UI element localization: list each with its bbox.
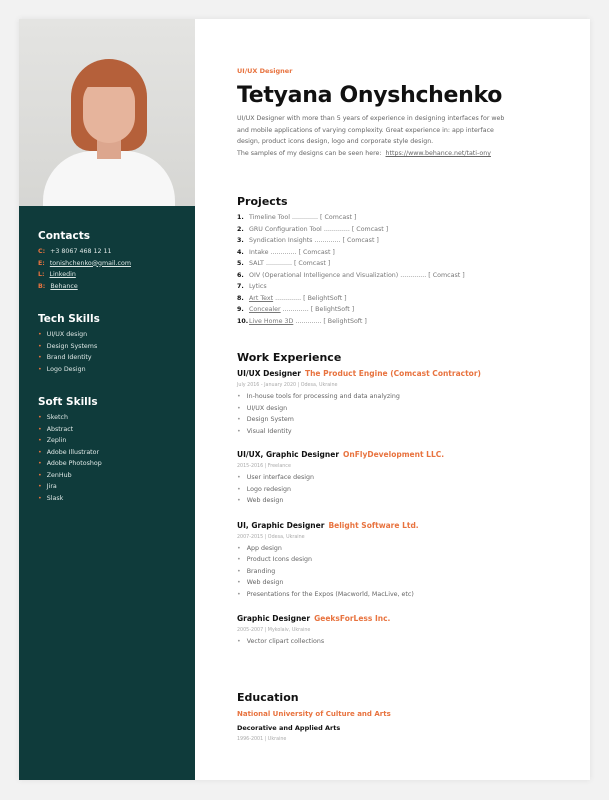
skill-item: • Adobe Illustrator [38,448,100,456]
tech-skills-section [38,313,100,375]
project-item[interactable]: 8. Art Text ............. [ BelightSoft ] [237,294,347,302]
project-item: 3. Syndication Insights ............. [ Comcast ] [237,237,379,244]
project-name: OIV (Operational Intelligence and Visualization) [249,271,399,279]
project-item[interactable]: 10.Live Home 3D ............. [ BelightSoft ] [237,317,367,325]
project-name: Lytics [249,283,267,290]
company-name: OnFlyDevelopment LLC. [343,450,445,459]
contacts-title: Contacts [38,230,90,242]
job-title: UI, Graphic Designer Belight Software Ltd. [237,520,419,530]
skill-item: • Adobe Photoshop [38,460,102,467]
bullet-icon: • [38,331,42,338]
summary: UI/UX Designer with more than 5 years of experience in designing interfaces for web and mobile applications of varying complexity. Great experience in: app interface design, product icons design, logo and corporate style design. The samples of my designs can be seen here: https://www.behance.net/tati-ony [237,115,505,158]
degree: Decorative and Applied Arts [237,724,341,732]
education-section [237,691,391,745]
contacts-section [38,230,131,292]
bullet-icon: • [38,425,42,433]
work-title: Work Experience [237,351,342,364]
email-link[interactable]: tonishchenko@gmail.com [49,259,131,267]
soft-skills-section [38,396,102,504]
projects-section [237,195,465,327]
bullet-icon: • [38,448,42,456]
skill-item: • UI/UX design [38,331,88,338]
job-bullet: • Web design [237,579,284,586]
job-date: 2005-2007 | Mykolaiv, Ukraine [237,628,311,633]
job-title: UI/UX Designer The Product Engine (Comcast Contractor) [237,369,481,378]
job-bullet: • User interface design [237,474,315,481]
job-entry [237,614,481,648]
project-name[interactable]: Art Text [249,294,274,302]
university: National University of Culture and Arts [237,710,391,718]
bullet-icon: • [38,483,42,490]
behance-link[interactable]: Behance [50,282,78,290]
header [237,67,517,160]
education-date: 1996-2001 | Ukraine [237,737,287,742]
bullet-icon: • [38,437,42,444]
job-title: UI/UX, Graphic Designer OnFlyDevelopment LLC. [237,450,445,459]
work-experience-section [237,351,481,648]
resume-page [19,19,590,780]
job-title: Graphic Designer GeeksForLess Inc. [237,614,391,623]
bullet-icon: • [38,354,42,361]
company-name: The Product Engine (Comcast Contractor) [304,369,481,378]
project-name: GRU Configuration Tool [249,225,322,233]
bullet-icon: • [38,414,42,421]
profile-photo [19,19,195,206]
skill-item: • Zeplin [38,437,67,444]
job-bullet: • Logo redesign [237,485,292,493]
job-date: 2007-2015 | Odesa, Ukraine [237,534,305,540]
company-name: GeeksForLess Inc. [314,614,391,623]
project-item: 2. GRU Configuration Tool ............. [ Comcast ] [237,225,389,233]
project-item: 1. Timeline Tool ............. [ Comcast ] [237,214,357,221]
tech-skills-title: Tech Skills [38,313,100,325]
soft-skills-title: Soft Skills [38,396,98,408]
job-bullet: • Branding [237,567,276,575]
skill-item: • Abstract [38,425,74,433]
job-date: 2015-2016 | Freelance [237,464,291,469]
project-name[interactable]: Live Home 3D [249,317,294,325]
job-bullet: • Presentations for the Expos (Macworld, MacLive, etc) [237,590,414,598]
linkedin-link[interactable]: Linkedin [49,271,76,278]
skill-item: • ZenHub [38,471,72,479]
job-bullet: • Vector clipart collections [237,638,325,645]
project-item: 6. OIV (Operational Intelligence and Visualization) ............. [ Comcast ] [237,271,465,279]
contact-phone: C: +3 8067 468 12 11 [38,248,112,255]
bullet-icon: • [38,471,42,479]
projects-title: Projects [237,195,288,208]
skill-item: • Sketch [38,414,68,421]
job-bullet: • Design System [237,416,294,423]
company-name: Belight Software Ltd. [328,520,419,530]
education-title: Education [237,691,299,704]
bullet-icon: • [38,365,42,373]
contact-email[interactable]: E: tonishchenko@gmail.com [38,259,131,267]
project-name: Syndication Insights [249,237,313,244]
contact-behance[interactable]: B: Behance [38,282,78,290]
project-name[interactable]: Concealer [249,306,281,313]
job-bullet: • In-house tools for processing and data analyzing [237,393,400,400]
bullet-icon: • [38,460,42,467]
role-title: UI/UX Designer [237,67,293,75]
skill-item: • Brand Identity [38,354,92,361]
bullet-icon: • [38,494,42,502]
skill-item: • Jira [38,483,57,490]
sidebar [19,19,195,780]
job-bullet: • Product Icons design [237,556,312,563]
contact-linkedin[interactable]: L: Linkedin [38,271,76,278]
project-item: 7. Lytics [237,283,267,290]
job-bullet: • Web design [237,497,284,504]
job-entry [237,521,481,601]
project-item: 4. Intake ............. [ Comcast ] [237,248,335,256]
skill-item: • Logo Design [38,365,86,373]
project-item: 5. SALT ............. [ Comcast ] [237,260,331,267]
job-date: July 2016 - January 2020 | Odesa, Ukraine [237,383,338,388]
job-entry [237,369,481,437]
project-name: SALT [249,260,264,267]
bullet-icon: • [38,342,42,350]
behance-portfolio-link[interactable]: https://www.behance.net/tati-ony [385,150,491,158]
job-bullet: • Visual Identity [237,427,292,435]
job-bullet: • App design [237,544,282,552]
skill-item: • Slask [38,494,64,502]
project-name: Intake [249,248,269,256]
project-name: Timeline Tool [249,214,291,221]
job-entry [237,450,481,507]
person-name: Tetyana Onyshchenko [237,83,503,108]
project-item[interactable]: 9. Concealer ............. [ BelightSoft ] [237,306,355,313]
skill-item: • Design Systems [38,342,98,350]
job-bullet: • UI/UX design [237,404,288,412]
